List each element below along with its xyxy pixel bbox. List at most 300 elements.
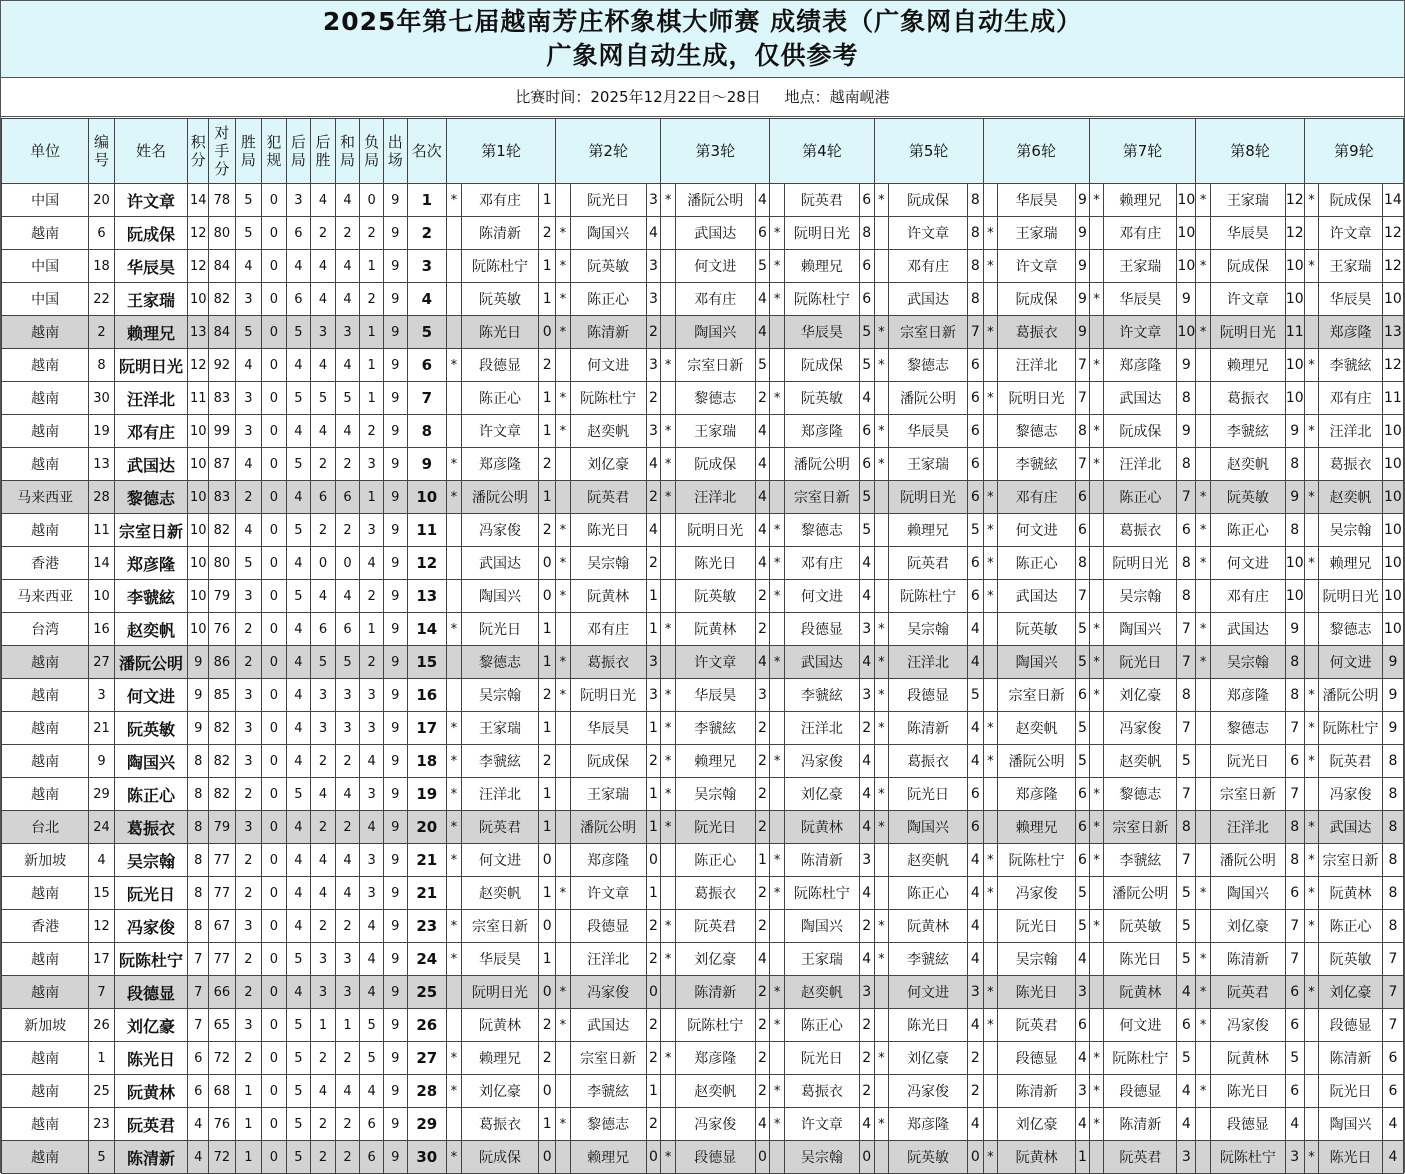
back-games: 3 xyxy=(286,184,311,217)
round-6-round-score: 9 xyxy=(1076,316,1090,349)
header-round-7: 第7轮 xyxy=(1089,119,1196,184)
back-games: 5 xyxy=(286,943,311,976)
round-4-round-score: 2 xyxy=(859,1009,874,1042)
fouls: 0 xyxy=(262,481,287,514)
round-7-red-mark xyxy=(1089,250,1104,283)
round-8-round-score: 6 xyxy=(1285,877,1304,910)
points: 9 xyxy=(188,679,209,712)
round-3-round-score: 4 xyxy=(755,283,770,316)
rank: 6 xyxy=(407,349,447,382)
round-9-red-mark: * xyxy=(1304,910,1319,943)
round-7-round-score: 10 xyxy=(1177,217,1196,250)
round-7-round-score: 8 xyxy=(1177,811,1196,844)
round-8-opponent-name: 阮英敏 xyxy=(1210,481,1285,514)
round-3-red-mark: * xyxy=(661,745,676,778)
round-9-red-mark xyxy=(1304,316,1319,349)
wins: 3 xyxy=(235,679,261,712)
round-1-red-mark xyxy=(447,547,462,580)
round-6-red-mark: * xyxy=(983,877,998,910)
round-4-round-score: 4 xyxy=(859,811,874,844)
losses: 1 xyxy=(360,316,384,349)
round-9-red-mark: * xyxy=(1304,250,1319,283)
round-2-round-score: 4 xyxy=(646,514,661,547)
round-8-red-mark: * xyxy=(1196,481,1211,514)
wins: 2 xyxy=(235,976,261,1009)
draws: 5 xyxy=(335,382,360,415)
player-name: 许文章 xyxy=(114,184,188,217)
round-1-round-score: 2 xyxy=(539,349,556,382)
games-played: 9 xyxy=(383,745,407,778)
table-row xyxy=(2,1042,1404,1075)
round-1-opponent-name: 阮黄林 xyxy=(461,1009,539,1042)
round-3-red-mark: * xyxy=(661,1141,676,1174)
round-7-red-mark xyxy=(1089,481,1104,514)
round-1-round-score: 0 xyxy=(539,1141,556,1174)
round-7-red-mark: * xyxy=(1089,778,1104,811)
losses: 6 xyxy=(360,1108,384,1141)
player-no: 29 xyxy=(89,778,115,811)
round-7-round-score: 5 xyxy=(1177,1042,1196,1075)
round-7-opponent-name: 阮英君 xyxy=(1104,1141,1177,1174)
round-6-round-score: 3 xyxy=(1076,976,1090,1009)
round-4-round-score: 2 xyxy=(859,712,874,745)
round-3-round-score: 2 xyxy=(755,976,770,1009)
round-1-round-score: 2 xyxy=(539,217,556,250)
round-2-opponent-name: 王家瑞 xyxy=(570,778,646,811)
header-round-6: 第6轮 xyxy=(983,119,1089,184)
round-6-opponent-name: 何文进 xyxy=(998,514,1076,547)
header-back-text: 后局 xyxy=(290,133,306,169)
round-5-round-score: 4 xyxy=(967,1009,983,1042)
unit-cell: 台湾 xyxy=(2,613,89,646)
round-5-opponent-name: 冯家俊 xyxy=(889,1075,968,1108)
round-2-opponent-name: 赖理兄 xyxy=(570,1141,646,1174)
wins: 3 xyxy=(235,382,261,415)
draws: 2 xyxy=(335,745,360,778)
round-5-round-score: 6 xyxy=(967,811,983,844)
round-8-round-score: 8 xyxy=(1285,844,1304,877)
games-played: 9 xyxy=(383,1108,407,1141)
round-1-opponent-name: 吴宗翰 xyxy=(461,679,539,712)
round-6-opponent-name: 宗室日新 xyxy=(998,679,1076,712)
round-4-round-score: 3 xyxy=(859,976,874,1009)
draws: 3 xyxy=(335,712,360,745)
round-2-red-mark xyxy=(556,778,571,811)
rank: 12 xyxy=(407,547,447,580)
unit-cell: 越南 xyxy=(2,745,89,778)
back-games: 5 xyxy=(286,448,311,481)
round-5-round-score: 7 xyxy=(967,316,983,349)
losses: 1 xyxy=(360,250,384,283)
round-3-opponent-name: 阮黄林 xyxy=(675,613,755,646)
wins: 2 xyxy=(235,646,261,679)
round-4-opponent-name: 许文章 xyxy=(784,1108,859,1141)
round-7-round-score: 7 xyxy=(1177,778,1196,811)
player-no: 5 xyxy=(89,1141,115,1174)
round-1-opponent-name: 阮成保 xyxy=(461,1141,539,1174)
round-7-round-score: 4 xyxy=(1177,976,1196,1009)
round-3-red-mark xyxy=(661,844,676,877)
round-4-red-mark xyxy=(770,811,785,844)
player-no: 11 xyxy=(89,514,115,547)
round-8-round-score: 6 xyxy=(1285,745,1304,778)
round-3-round-score: 6 xyxy=(755,217,770,250)
round-4-opponent-name: 阮英敏 xyxy=(784,382,859,415)
round-7-opponent-name: 刘亿豪 xyxy=(1104,679,1177,712)
round-7-opponent-name: 段德显 xyxy=(1104,1075,1177,1108)
round-8-round-score: 6 xyxy=(1285,976,1304,1009)
round-2-red-mark: * xyxy=(556,1009,571,1042)
round-7-opponent-name: 阮陈杜宁 xyxy=(1104,1042,1177,1075)
round-6-opponent-name: 阮成保 xyxy=(998,283,1076,316)
round-3-opponent-name: 郑彦隆 xyxy=(675,1042,755,1075)
round-9-red-mark xyxy=(1304,1108,1319,1141)
games-played: 9 xyxy=(383,481,407,514)
games-played: 9 xyxy=(383,580,407,613)
round-9-red-mark xyxy=(1304,1009,1319,1042)
round-4-red-mark xyxy=(770,778,785,811)
header-points-text: 积分 xyxy=(190,133,206,169)
round-3-red-mark: * xyxy=(661,1042,676,1075)
fouls: 0 xyxy=(262,382,287,415)
round-8-red-mark xyxy=(1196,1141,1211,1174)
round-2-round-score: 3 xyxy=(646,415,661,448)
header-no xyxy=(89,119,115,184)
round-6-red-mark xyxy=(983,778,998,811)
round-1-red-mark: * xyxy=(447,745,462,778)
round-6-round-score: 4 xyxy=(1076,1042,1090,1075)
round-7-opponent-name: 黎德志 xyxy=(1104,778,1177,811)
round-1-opponent-name: 刘亿豪 xyxy=(461,1075,539,1108)
round-1-opponent-name: 陶国兴 xyxy=(461,580,539,613)
round-1-red-mark xyxy=(447,877,462,910)
round-8-red-mark: * xyxy=(1196,943,1211,976)
round-4-round-score: 6 xyxy=(859,184,874,217)
draws: 3 xyxy=(335,943,360,976)
fouls: 0 xyxy=(262,250,287,283)
wins: 4 xyxy=(235,514,261,547)
round-8-opponent-name: 武国达 xyxy=(1210,613,1285,646)
back-games: 5 xyxy=(286,1141,311,1174)
round-4-round-score: 4 xyxy=(859,778,874,811)
table-row xyxy=(2,712,1404,745)
round-1-round-score: 1 xyxy=(539,184,556,217)
round-6-opponent-name: 阮陈杜宁 xyxy=(998,844,1076,877)
round-1-opponent-name: 陈光日 xyxy=(461,316,539,349)
round-7-round-score: 5 xyxy=(1177,745,1196,778)
losses: 3 xyxy=(360,877,384,910)
player-no: 13 xyxy=(89,448,115,481)
round-9-opponent-name: 李虢絃 xyxy=(1319,349,1383,382)
player-no: 1 xyxy=(89,1042,115,1075)
round-5-red-mark xyxy=(874,283,889,316)
rank: 21 xyxy=(407,844,447,877)
draws: 4 xyxy=(335,283,360,316)
round-8-red-mark xyxy=(1196,217,1211,250)
rank: 8 xyxy=(407,415,447,448)
round-1-round-score: 0 xyxy=(539,580,556,613)
round-9-red-mark xyxy=(1304,580,1319,613)
fouls: 0 xyxy=(262,1075,287,1108)
round-9-round-score: 12 xyxy=(1382,349,1403,382)
round-4-round-score: 5 xyxy=(859,514,874,547)
round-4-red-mark: * xyxy=(770,217,785,250)
round-8-red-mark xyxy=(1196,778,1211,811)
round-4-red-mark: * xyxy=(770,1009,785,1042)
round-7-opponent-name: 宗室日新 xyxy=(1104,811,1177,844)
round-8-opponent-name: 刘亿豪 xyxy=(1210,910,1285,943)
round-7-red-mark xyxy=(1089,1009,1104,1042)
round-4-round-score: 4 xyxy=(859,1108,874,1141)
round-4-round-score: 5 xyxy=(859,316,874,349)
round-8-red-mark xyxy=(1196,679,1211,712)
round-7-red-mark: * xyxy=(1089,811,1104,844)
round-1-round-score: 1 xyxy=(539,811,556,844)
round-5-red-mark xyxy=(874,382,889,415)
round-1-opponent-name: 宗室日新 xyxy=(461,910,539,943)
round-9-round-score: 10 xyxy=(1382,514,1403,547)
round-8-round-score: 9 xyxy=(1285,613,1304,646)
round-4-red-mark xyxy=(770,910,785,943)
wins: 1 xyxy=(235,1108,261,1141)
round-2-opponent-name: 许文章 xyxy=(570,877,646,910)
round-5-opponent-name: 李虢絃 xyxy=(889,943,968,976)
round-2-red-mark xyxy=(556,943,571,976)
round-2-round-score: 1 xyxy=(646,811,661,844)
round-2-red-mark xyxy=(556,811,571,844)
round-2-opponent-name: 李虢絃 xyxy=(570,1075,646,1108)
round-3-round-score: 2 xyxy=(755,1009,770,1042)
round-2-round-score: 3 xyxy=(646,646,661,679)
round-2-opponent-name: 阮明日光 xyxy=(570,679,646,712)
table-row xyxy=(2,844,1404,877)
back-wins: 3 xyxy=(311,316,336,349)
round-4-round-score: 6 xyxy=(859,448,874,481)
round-4-opponent-name: 段德显 xyxy=(784,613,859,646)
round-3-red-mark xyxy=(661,316,676,349)
round-5-red-mark xyxy=(874,547,889,580)
losses: 1 xyxy=(360,382,384,415)
round-2-opponent-name: 阮英敏 xyxy=(570,250,646,283)
back-games: 4 xyxy=(286,646,311,679)
round-5-round-score: 6 xyxy=(967,580,983,613)
round-4-red-mark: * xyxy=(770,976,785,1009)
round-3-opponent-name: 阮英敏 xyxy=(675,580,755,613)
round-9-opponent-name: 赵奕帆 xyxy=(1319,481,1383,514)
round-2-opponent-name: 赵奕帆 xyxy=(570,415,646,448)
points: 14 xyxy=(188,184,209,217)
round-3-round-score: 4 xyxy=(755,1108,770,1141)
round-4-opponent-name: 赵奕帆 xyxy=(784,976,859,1009)
player-name: 阮英君 xyxy=(114,1108,188,1141)
round-6-round-score: 7 xyxy=(1076,349,1090,382)
round-2-opponent-name: 何文进 xyxy=(570,349,646,382)
round-7-opponent-name: 葛振衣 xyxy=(1104,514,1177,547)
rank: 26 xyxy=(407,1009,447,1042)
round-4-opponent-name: 何文进 xyxy=(784,580,859,613)
losses: 2 xyxy=(360,217,384,250)
round-4-red-mark: * xyxy=(770,844,785,877)
round-3-round-score: 4 xyxy=(755,514,770,547)
round-8-round-score: 8 xyxy=(1285,679,1304,712)
games-played: 9 xyxy=(383,217,407,250)
draws: 4 xyxy=(335,250,360,283)
losses: 3 xyxy=(360,679,384,712)
round-6-round-score: 7 xyxy=(1076,580,1090,613)
round-3-red-mark: * xyxy=(661,712,676,745)
round-4-round-score: 8 xyxy=(859,217,874,250)
round-7-round-score: 8 xyxy=(1177,448,1196,481)
round-5-round-score: 8 xyxy=(967,283,983,316)
round-6-round-score: 8 xyxy=(1076,547,1090,580)
round-6-opponent-name: 黎德志 xyxy=(998,415,1076,448)
points: 8 xyxy=(188,877,209,910)
round-5-red-mark: * xyxy=(874,646,889,679)
round-8-red-mark: * xyxy=(1196,250,1211,283)
round-2-red-mark: * xyxy=(556,250,571,283)
round-9-red-mark xyxy=(1304,1075,1319,1108)
round-6-opponent-name: 冯家俊 xyxy=(998,877,1076,910)
player-no: 22 xyxy=(89,283,115,316)
round-2-opponent-name: 吴宗翰 xyxy=(570,547,646,580)
player-no: 10 xyxy=(89,580,115,613)
back-wins: 0 xyxy=(311,547,336,580)
round-2-opponent-name: 陈清新 xyxy=(570,316,646,349)
round-6-red-mark xyxy=(983,349,998,382)
round-7-round-score: 9 xyxy=(1177,283,1196,316)
back-games: 6 xyxy=(286,283,311,316)
round-6-round-score: 6 xyxy=(1076,811,1090,844)
round-4-opponent-name: 陈清新 xyxy=(784,844,859,877)
round-1-red-mark: * xyxy=(447,613,462,646)
round-6-red-mark xyxy=(983,448,998,481)
round-6-opponent-name: 阮英敏 xyxy=(998,613,1076,646)
player-name: 黎德志 xyxy=(114,481,188,514)
round-9-round-score: 10 xyxy=(1382,415,1403,448)
round-6-opponent-name: 邓有庄 xyxy=(998,481,1076,514)
back-wins: 6 xyxy=(311,481,336,514)
header-back xyxy=(286,119,311,184)
round-3-opponent-name: 冯家俊 xyxy=(675,1108,755,1141)
header-points xyxy=(188,119,209,184)
round-2-round-score: 2 xyxy=(646,547,661,580)
round-2-round-score: 0 xyxy=(646,844,661,877)
player-no: 14 xyxy=(89,547,115,580)
round-4-opponent-name: 郑彦隆 xyxy=(784,415,859,448)
fouls: 0 xyxy=(262,844,287,877)
games-played: 9 xyxy=(383,448,407,481)
round-1-opponent-name: 李虢絃 xyxy=(461,745,539,778)
round-7-round-score: 10 xyxy=(1177,184,1196,217)
back-wins: 4 xyxy=(311,1075,336,1108)
round-9-red-mark: * xyxy=(1304,712,1319,745)
round-6-red-mark: * xyxy=(983,316,998,349)
round-1-red-mark: * xyxy=(447,1042,462,1075)
round-9-round-score: 4 xyxy=(1382,1108,1403,1141)
round-4-red-mark xyxy=(770,349,785,382)
rank: 17 xyxy=(407,712,447,745)
round-5-red-mark xyxy=(874,580,889,613)
unit-cell: 越南 xyxy=(2,1141,89,1174)
round-8-round-score: 6 xyxy=(1285,1009,1304,1042)
round-3-opponent-name: 吴宗翰 xyxy=(675,778,755,811)
round-3-round-score: 2 xyxy=(755,1042,770,1075)
back-wins: 4 xyxy=(311,184,336,217)
round-3-round-score: 2 xyxy=(755,580,770,613)
round-3-opponent-name: 陈清新 xyxy=(675,976,755,1009)
round-9-red-mark: * xyxy=(1304,745,1319,778)
round-8-opponent-name: 阮英君 xyxy=(1210,976,1285,1009)
round-6-round-score: 9 xyxy=(1076,250,1090,283)
round-6-opponent-name: 阮明日光 xyxy=(998,382,1076,415)
back-games: 4 xyxy=(286,712,311,745)
round-4-red-mark: * xyxy=(770,514,785,547)
fouls: 0 xyxy=(262,679,287,712)
draws: 2 xyxy=(335,1042,360,1075)
round-7-opponent-name: 许文章 xyxy=(1104,316,1177,349)
round-5-red-mark xyxy=(874,1009,889,1042)
fouls: 0 xyxy=(262,613,287,646)
round-6-red-mark xyxy=(983,811,998,844)
round-8-opponent-name: 阮光日 xyxy=(1210,745,1285,778)
rank: 28 xyxy=(407,1075,447,1108)
opponent-score: 84 xyxy=(209,316,235,349)
round-1-red-mark xyxy=(447,1108,462,1141)
round-9-opponent-name: 葛振衣 xyxy=(1319,448,1383,481)
round-7-red-mark xyxy=(1089,382,1104,415)
round-1-round-score: 0 xyxy=(539,1075,556,1108)
back-wins: 4 xyxy=(311,877,336,910)
round-8-round-score: 10 xyxy=(1285,580,1304,613)
table-row xyxy=(2,976,1404,1009)
wins: 2 xyxy=(235,1042,261,1075)
round-8-opponent-name: 陈正心 xyxy=(1210,514,1285,547)
round-8-opponent-name: 华辰昊 xyxy=(1210,217,1285,250)
points: 8 xyxy=(188,910,209,943)
round-6-round-score: 3 xyxy=(1076,1075,1090,1108)
round-7-round-score: 10 xyxy=(1177,250,1196,283)
opponent-score: 67 xyxy=(209,910,235,943)
header-win xyxy=(235,119,261,184)
losses: 3 xyxy=(360,514,384,547)
player-name: 赵奕帆 xyxy=(114,613,188,646)
unit-cell: 马来西亚 xyxy=(2,481,89,514)
player-no: 27 xyxy=(89,646,115,679)
player-no: 2 xyxy=(89,316,115,349)
draws: 6 xyxy=(335,613,360,646)
draws: 1 xyxy=(335,1009,360,1042)
round-8-opponent-name: 阮成保 xyxy=(1210,250,1285,283)
back-wins: 4 xyxy=(311,580,336,613)
opponent-score: 79 xyxy=(209,580,235,613)
unit-cell: 越南 xyxy=(2,943,89,976)
games-played: 9 xyxy=(383,943,407,976)
unit-cell: 越南 xyxy=(2,1108,89,1141)
round-1-red-mark xyxy=(447,283,462,316)
round-1-red-mark: * xyxy=(447,184,462,217)
player-name: 陈清新 xyxy=(114,1141,188,1174)
round-9-opponent-name: 吴宗翰 xyxy=(1319,514,1383,547)
round-2-round-score: 4 xyxy=(646,448,661,481)
round-6-opponent-name: 葛振衣 xyxy=(998,316,1076,349)
games-played: 9 xyxy=(383,1042,407,1075)
round-6-opponent-name: 阮英君 xyxy=(998,1009,1076,1042)
losses: 1 xyxy=(360,349,384,382)
fouls: 0 xyxy=(262,184,287,217)
player-name: 段德显 xyxy=(114,976,188,1009)
round-5-opponent-name: 阮成保 xyxy=(889,184,968,217)
round-7-red-mark: * xyxy=(1089,349,1104,382)
